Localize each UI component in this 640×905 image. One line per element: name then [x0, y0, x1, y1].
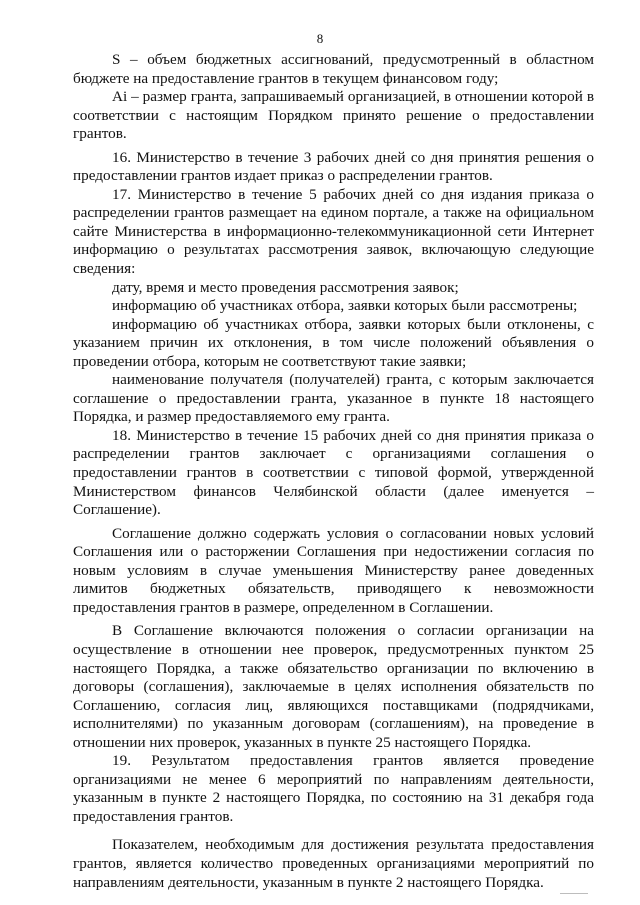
paragraph-indicator: Показателем, необходимым для достижения результата предоставления грантов, является количество проведенных организациями мероприятий по направлениям деятельности, указанным в пункте 2 настоящего Порядка. [73, 836, 594, 891]
paragraph-19: 19. Результатом предоставления грантов является проведение организациями не менее 6 мероприятий по направлениям деятельности, указанным в пункте 2 настоящего Порядка, по состоянию на 31 декабря года предоставления грантов. [73, 752, 594, 825]
page-number: 8 [316, 31, 324, 46]
list-item-rejected: информацию об участниках отбора, заявки которых были отклонены, с указанием причин их отклонения, в том числе положений объявления о проведении отбора, которым не соответствуют такие заявки; [73, 315, 594, 370]
paragraph-17: 17. Министерство в течение 5 рабочих дней со дня издания приказа о распределении грантов размещает на едином портале, а также на официальном сайте Министерства в информационно-телекоммуникационной сети Интернет информацию о результатах рассмотрения заявок, включающую следующие сведения: [73, 185, 594, 278]
document-body [73, 51, 594, 892]
paragraph-16: 16. Министерство в течение 3 рабочих дней со дня принятия решения о предоставлении грантов издает приказ о распределении грантов. [73, 148, 594, 185]
paragraph-ai-definition: Ai – размер гранта, запрашиваемый организацией, в отношении которой в соответствии с настоящим Порядком принято решение о предоставлении грантов. [73, 88, 594, 143]
paragraph-agreement-inspections: В Соглашение включаются положения о согласии организации на осуществление в отношении нее проверок, предусмотренных пунктом 25 настоящего Порядка, а также обязательство организации по включению в договоры (соглашения), заключаемые в целях исполнения обязательств по Соглашению, согласия лиц, являющихся поставщиками (подрядчиками, исполнителями) по указанным договорам (соглашениям), на проведение в отношении них проверок, указанных в пункте 25 настоящего Порядка. [73, 622, 594, 751]
paragraph-agreement-conditions: Соглашение должно содержать условия о согласовании новых условий Соглашения или о расторжении Соглашения при недостижении согласия по новым условиям в случае уменьшения Министерству ранее доведенных лимитов бюджетных обязательств, приводящего к невозможности предоставления грантов в размере, определенном в Соглашении. [73, 524, 594, 616]
scan-mark [560, 893, 588, 894]
list-item-reviewed: информацию об участниках отбора, заявки которых были рассмотрены; [112, 297, 578, 315]
list-item-recipient: наименование получателя (получателей) гранта, с которым заключается соглашение о предоставлении гранта, указанное в пункте 18 настоящего Порядка, и размер предоставляемого ему гранта. [73, 371, 594, 426]
list-item-date: дату, время и место проведения рассмотрения заявок; [112, 278, 459, 296]
paragraph-18: 18. Министерство в течение 15 рабочих дней со дня принятия приказа о распределении грантов заключает с организациями соглашения о предоставлении грантов в соответствии с типовой формой, утвержденной Министерством финансов Челябинской области (далее именуется – Соглашение). [73, 426, 594, 519]
paragraph-s-definition: S – объем бюджетных ассигнований, предусмотренный в областном бюджете на предоставление грантов в текущем финансовом году; [73, 51, 594, 87]
